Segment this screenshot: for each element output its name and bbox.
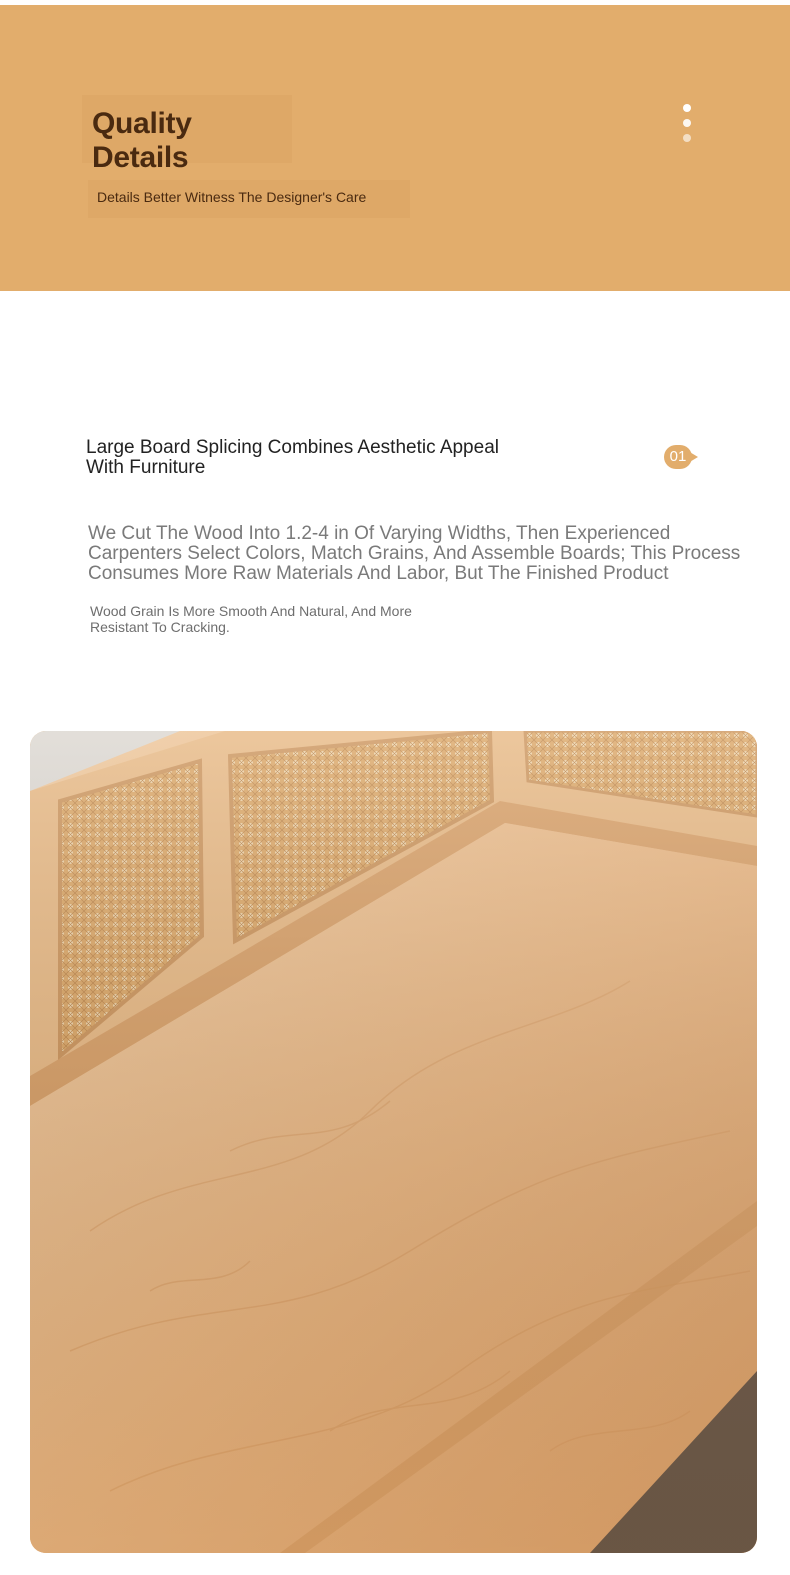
page-subtitle: Details Better Witness The Designer's Care (88, 180, 410, 218)
pager-dot[interactable] (683, 134, 691, 142)
feature-note: Wood Grain Is More Smooth And Natural, And More Resistant To Cracking. (90, 603, 412, 635)
product-photo (30, 731, 757, 1553)
badge-number: 01 (669, 448, 687, 465)
wood-bench-illustration (30, 731, 757, 1553)
page-title: Quality Details (82, 95, 292, 163)
feature-title: Large Board Splicing Combines Aesthetic Appeal With Furniture (86, 437, 499, 478)
vertical-dots-icon[interactable] (682, 104, 692, 144)
pager-dot[interactable] (683, 104, 691, 112)
pager-dot[interactable] (683, 119, 691, 127)
feature-description: We Cut The Wood Into 1.2-4 in Of Varying Widths, Then Experienced Carpenters Select Colors, Match Grains, And Assemble Boards; This Process Consumes More Raw Materials And Labor, But The Finished Product (88, 523, 741, 584)
feature-number-badge (664, 445, 702, 469)
